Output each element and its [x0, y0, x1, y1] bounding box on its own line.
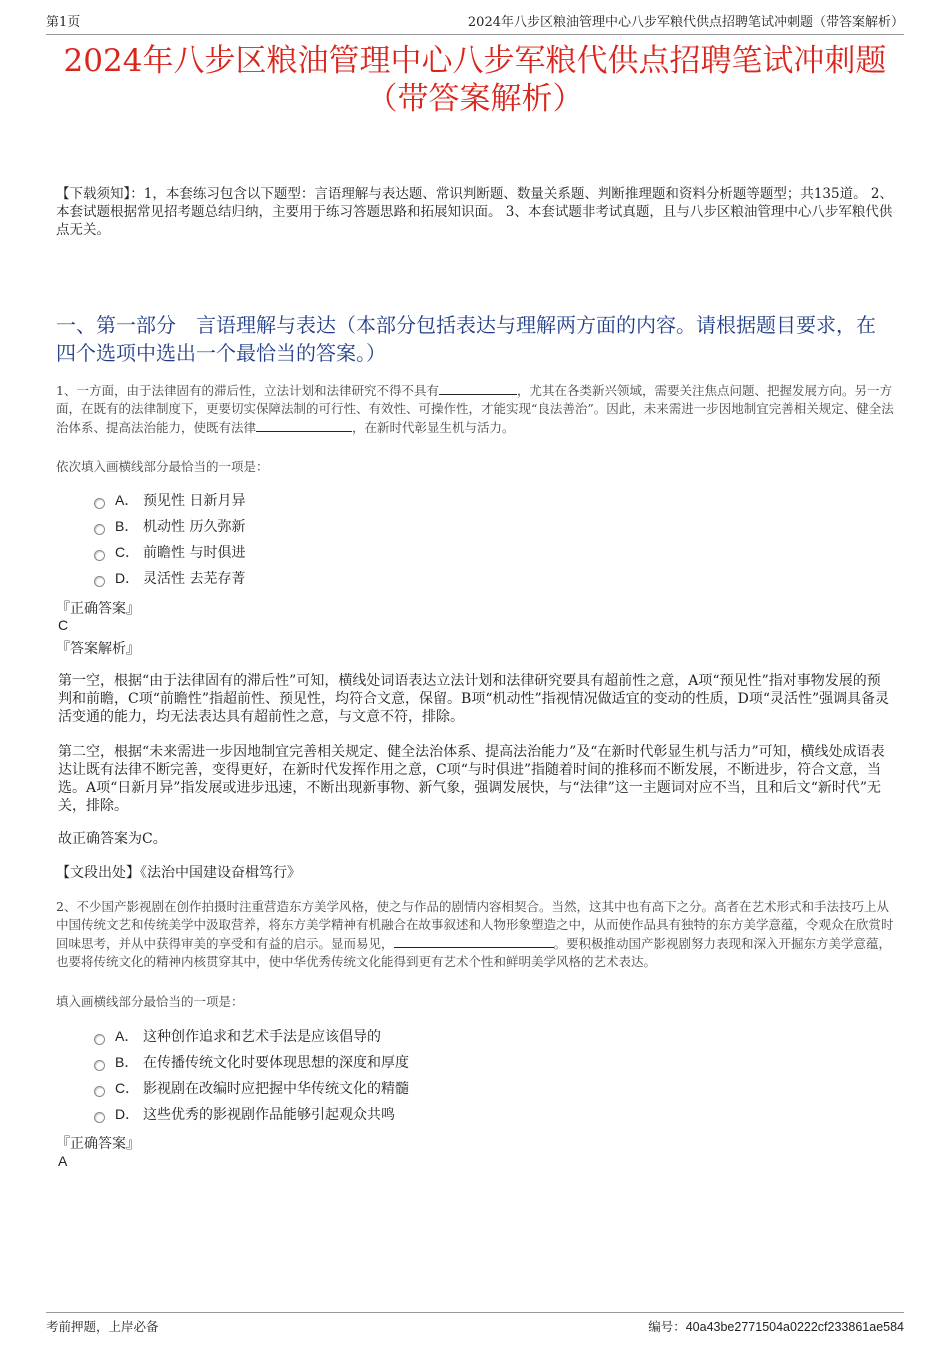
q2-option-d[interactable]: D． 这些优秀的影视剧作品能够引起观众共鸣	[94, 1101, 409, 1127]
q1-options	[94, 487, 245, 591]
radio-icon[interactable]	[94, 1086, 105, 1097]
q2-answer: A	[58, 1153, 68, 1169]
question-2-text	[56, 898, 898, 971]
q1-option-c[interactable]: C． 前瞻性 与时俱进	[94, 539, 245, 565]
q2-option-a[interactable]: A． 这种创作追求和艺术手法是应该倡导的	[94, 1023, 409, 1049]
q2-text-part-b: 。要积极推动国产影视剧努力表现和深入开掘东方美学意蕴，也要将传统文化的精神内核贯穿其中，使中华优秀传统文化能得到更有艺术个性和鲜明美学风格的艺术表达。	[56, 936, 892, 969]
radio-icon[interactable]	[94, 498, 105, 509]
q1-conclusion: 故正确答案为C。	[58, 831, 167, 847]
section-heading: 一、第一部分 言语理解与表达（本部分包括表达与理解两方面的内容。请根据题目要求，在四个选项中选出一个最恰当的答案。）	[56, 313, 876, 365]
q1-analysis-para-1: 第一空，根据“由于法律固有的滞后性”可知，横线处词语表达立法计划和法律研究要具有超前性之意，A项“预见性”指对事物发展的预判和前瞻，C项“前瞻性”指超前性、预见性，均符合文意，保留。B项“机动性”指视情况做适宜的变动的性质，D项“灵活性”强调具备灵活变通的能力，均无法表达具有超前性之意，与文意不符，排除。	[58, 673, 890, 725]
download-notice: 【下载须知】：1，本套练习包含以下题型：言语理解与表达题、常识判断题、数量关系题、判断推理题和资料分析题等题型；共135道。 2、本套试题根据常见招考题总结归纳，主要用于练习答题思路和拓展知识面。 3、本套试题非考试真题，且与八步区粮油管理中心八步军粮代供点无关。	[56, 186, 893, 238]
q2-prompt: 填入画横线部分最恰当的一项是：	[56, 994, 244, 1009]
radio-icon[interactable]	[94, 1112, 105, 1123]
q1-source: 【文段出处】《法治中国建设奋楫笃行》	[56, 865, 301, 881]
q2-options	[94, 1023, 409, 1127]
q2-text-part-a: 2、不少国产影视剧在创作拍摄时注重营造东方美学风格，使之与作品的剧情内容相契合。当然，这其中也有高下之分。高者在艺术形式和手法技巧上从中国传统文艺和传统美学中汲取营养，将东方美学精神有机融合在故事叙述和人物形象塑造之中，从而使作品具有独特的东方美学意蕴，令观众在欣赏时回味思考，并从中获得审美的享受和有益的启示。显而易见，	[56, 899, 894, 951]
q1-analysis-label: 『答案解析』	[56, 641, 140, 657]
radio-icon[interactable]	[94, 1060, 105, 1071]
page-footer	[46, 1312, 904, 1336]
q1-text-part-b: ，尤其在各类新兴领域，需要关注焦点问题、把握发展方向。另一方面，在既有的法律制度下，更要切实保障法制的可行性、有效性、可操作性，才能实现“良法善治”。因此，未来需进一步因地制宜完善相关规定、健全法治体系、提高法治能力，使既有法律	[56, 383, 894, 435]
blank-line	[439, 381, 517, 395]
radio-icon[interactable]	[94, 1034, 105, 1045]
q1-answer: C	[58, 617, 69, 633]
question-1-text	[56, 381, 898, 437]
q1-text-part-c: ，在新时代彰显生机与活力。	[352, 420, 515, 435]
blank-line	[256, 418, 352, 432]
q1-option-b[interactable]: B． 机动性 历久弥新	[94, 513, 245, 539]
blank-line	[394, 934, 554, 948]
q2-option-b[interactable]: B． 在传播传统文化时要体现思想的深度和厚度	[94, 1049, 409, 1075]
q1-option-a[interactable]: A． 预见性 日新月异	[94, 487, 245, 513]
q1-analysis-para-2: 第二空，根据“未来需进一步因地制宜完善相关规定、健全法治体系、提高法治能力”及“在新时代彰显生机与活力”可知，横线处成语表达让既有法律不断完善，变得更好，在新时代发挥作用之意，C项“与时俱进”指随着时间的推移而不断发展，不断进步，符合文意，当选。A项“日新月异”指发展或进步迅速，不断出现新事物、新气象，强调发展快，与“法律”这一主题词对应不当，且和后文“新时代”无关，排除。	[58, 744, 885, 814]
q1-prompt: 依次填入画横线部分最恰当的一项是：	[56, 459, 269, 474]
q1-answer-label: 『正确答案』	[56, 601, 140, 617]
q2-answer-label: 『正确答案』	[56, 1136, 140, 1152]
radio-icon[interactable]	[94, 524, 105, 535]
title-line-2: （带答案解析）	[366, 81, 584, 117]
q1-option-d[interactable]: D． 灵活性 去芜存菁	[94, 565, 245, 591]
radio-icon[interactable]	[94, 576, 105, 587]
footer-slogan: 考前押题，上岸必备	[46, 1319, 159, 1334]
radio-icon[interactable]	[94, 550, 105, 561]
page-header	[46, 14, 904, 35]
footer-doc-id: 编号：40a43be2771504a0222cf233861ae584	[648, 1320, 904, 1334]
q1-text-part-a: 1、一方面，由于法律固有的滞后性，立法计划和法律研究不得不具有	[56, 383, 439, 398]
q2-option-c[interactable]: C． 影视剧在改编时应把握中华传统文化的精髓	[94, 1075, 409, 1101]
document-title	[46, 42, 904, 118]
header-doc-title: 2024年八步区粮油管理中心八步军粮代供点招聘笔试冲刺题（带答案解析）	[467, 15, 904, 30]
page-number: 第1页	[46, 15, 81, 30]
title-line-1: 2024年八步区粮油管理中心八步军粮代供点招聘笔试冲刺题	[63, 43, 887, 79]
